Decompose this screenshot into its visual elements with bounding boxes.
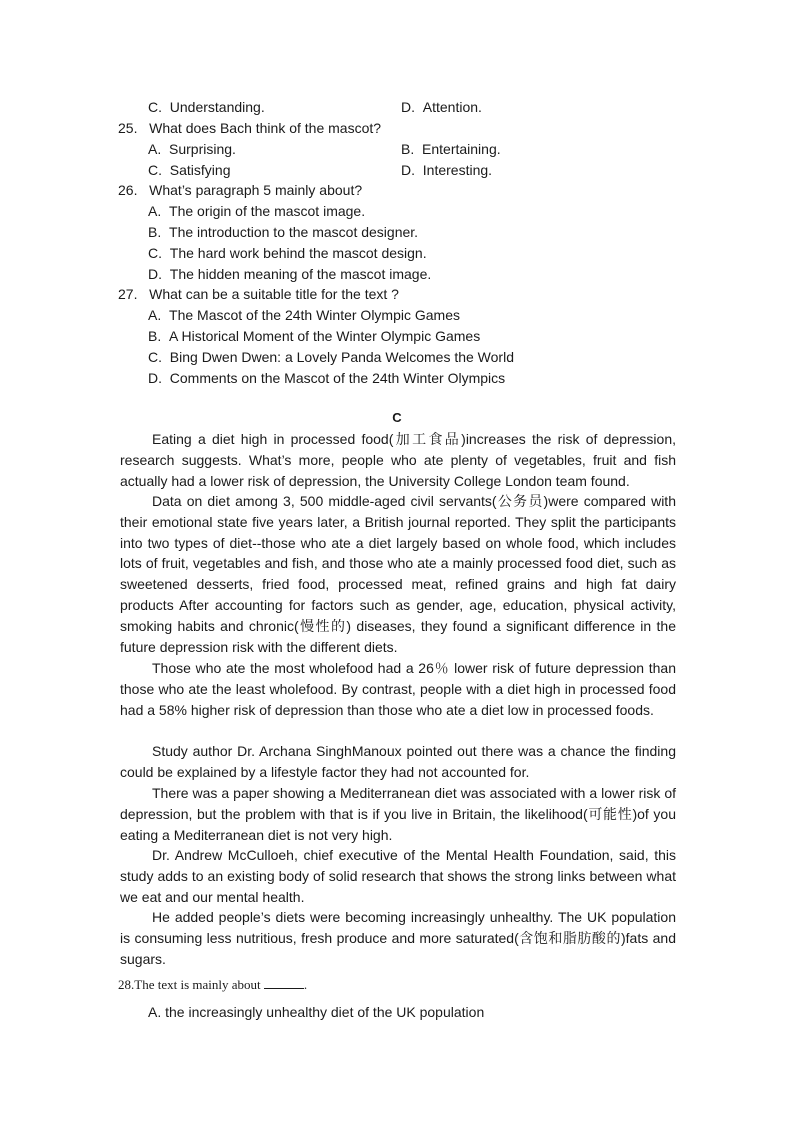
passage-paragraph-7: He added people’s diets were becoming increasingly unhealthy. The UK population is consuming less nutritious, fresh produce and more saturated(含饱和脂肪酸的)fats and sugars. xyxy=(120,909,676,967)
q27-option-a: A. The Mascot of the 24th Winter Olympic Games xyxy=(148,307,461,323)
section-heading: C xyxy=(392,410,402,425)
answer-blank xyxy=(264,975,304,989)
q26-option-b: B. The introduction to the mascot designer. xyxy=(148,224,419,240)
passage-paragraph-6: Dr. Andrew McCulloeh, chief executive of the Mental Health Foundation, said, this study adds to an existing body of solid research that shows the strong links between what we eat and our mental health. xyxy=(120,847,676,905)
q26-option-d: D. The hidden meaning of the mascot image. xyxy=(148,266,432,282)
passage-paragraph-3: Those who ate the most wholefood had a 26％ lower risk of future depression than those who ate the least wholefood. By contrast, people with a diet high in processed food had a 58% higher risk of depression than those who ate a diet low in processed foods. xyxy=(120,660,676,718)
q27-option-d: D. Comments on the Mascot of the 24th Winter Olympics xyxy=(148,370,506,386)
q24-option-d: D. Attention. xyxy=(401,99,482,115)
q25-option-c: C. Satisfying xyxy=(148,162,231,178)
q25-option-d: D. Interesting. xyxy=(401,162,493,178)
q27-option-b: B. A Historical Moment of the Winter Olympic Games xyxy=(148,328,481,344)
q27-option-c: C. Bing Dwen Dwen: a Lovely Panda Welcomes the World xyxy=(148,349,514,365)
q26-option-c: C. The hard work behind the mascot design. xyxy=(148,245,427,261)
q25-stem: 25. What does Bach think of the mascot? xyxy=(118,120,382,136)
q26-option-a: A. The origin of the mascot image. xyxy=(148,203,366,219)
q27-stem: 27. What can be a suitable title for the text ? xyxy=(118,286,399,302)
q25-option-b: B. Entertaining. xyxy=(401,141,501,157)
passage-paragraph-5: There was a paper showing a Mediterranean diet was associated with a lower risk of depression, but the problem with that is if you live in Britain, the likelihood(可能性)of you eating a Mediterranean diet is not very high. xyxy=(120,785,676,843)
q26-stem: 26. What’s paragraph 5 mainly about? xyxy=(118,182,363,198)
passage-paragraph-1: Eating a diet high in processed food(加工食品)increases the risk of depression, research suggests. What’s more, people who ate plenty of vegetables, fruit and fish actually had a lower risk of depression, the University College London team found. xyxy=(120,431,676,489)
q24-option-c: C. Understanding. xyxy=(148,99,265,115)
q25-option-a: A. Surprising. xyxy=(148,141,236,157)
q28-stem: 28.The text is mainly about . xyxy=(118,977,308,992)
q28-option-a: A. the increasingly unhealthy diet of the UK population xyxy=(148,1004,485,1020)
passage-paragraph-2: Data on diet among 3, 500 middle-aged civil servants(公务员)were compared with their emotional state five years later, a British journal reported. They split the participants into two types of diet--those who ate a diet largely based on whole food, which includes lots of fruit, vegetables and fish, and those who ate a mainly processed food diet, such as sweetened desserts, fried food, processed meat, refined grains and high fat dairy products After accounting for factors such as gender, age, education, physical activity, smoking habits and chronic(慢性的) diseases, they found a significant difference in the future depression risk with the different diets. xyxy=(120,493,676,655)
passage-paragraph-4: Study author Dr. Archana SinghManoux pointed out there was a chance the finding could be explained by a lifestyle factor they had not accounted for. xyxy=(120,743,676,780)
